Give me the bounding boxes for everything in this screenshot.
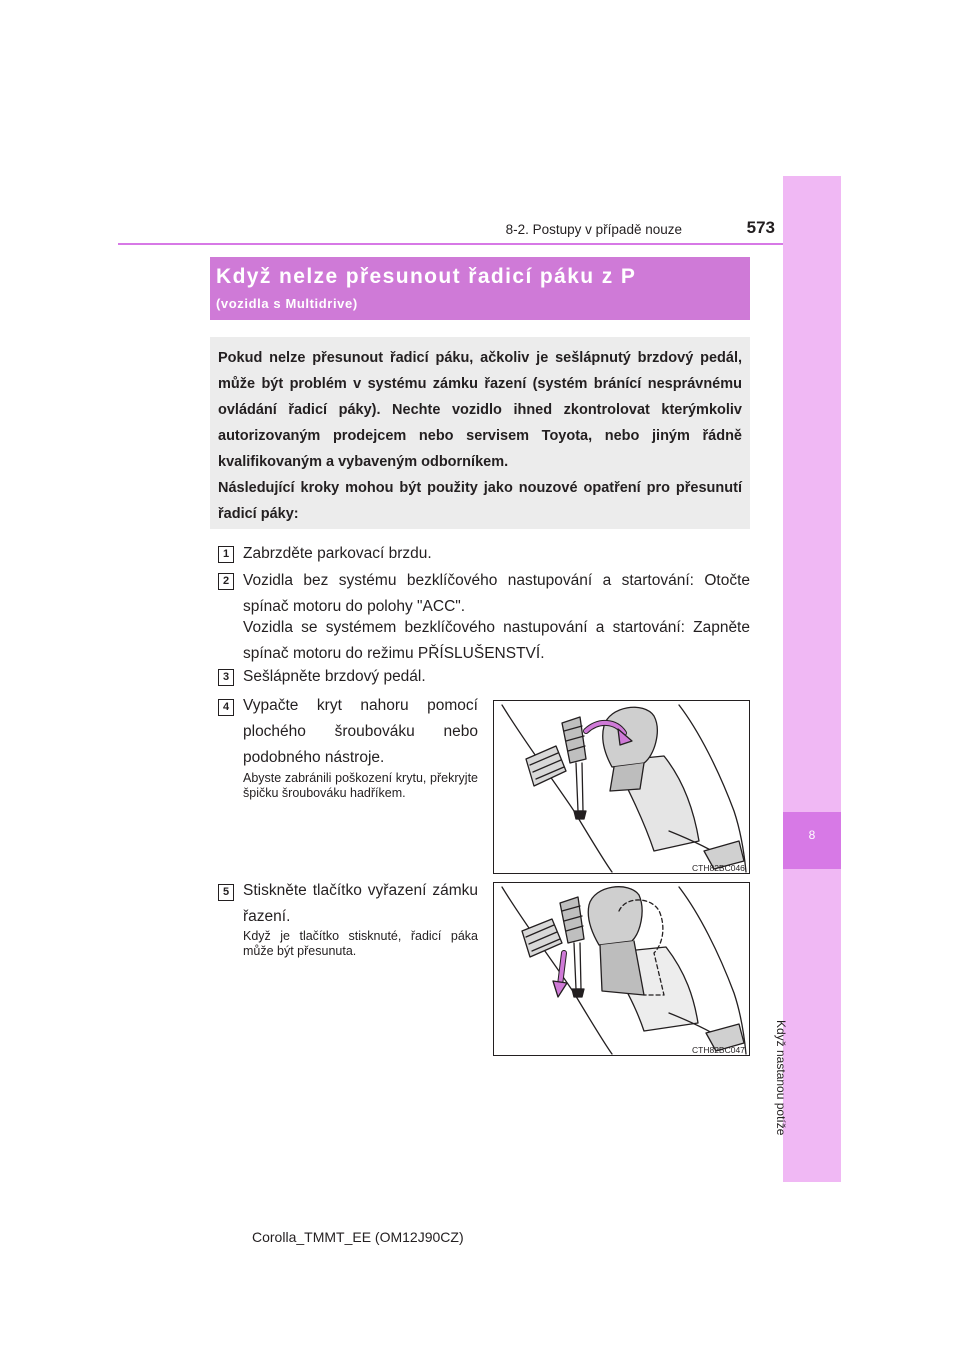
figure-code: CTH82BC046 <box>692 863 745 873</box>
step-number-badge: 2 <box>218 573 234 590</box>
figure-pry-cover <box>493 700 750 874</box>
section-title-bar <box>210 257 750 320</box>
step-text: Sešlápněte brzdový pedál. <box>243 668 426 685</box>
step-number-badge: 3 <box>218 669 234 686</box>
step-number-badge: 1 <box>218 546 234 563</box>
step-note: Abyste zabránili poškození krytu, překryjte špičku šroubováku hadříkem. <box>243 771 478 800</box>
step-number-badge: 5 <box>218 884 234 901</box>
screwdriver-prying-cover-illustration <box>494 701 749 873</box>
step-text: Vozidla bez systému bezklíčového nastupování a startování: Otočte spínač motoru do polohy "ACC". <box>243 572 750 615</box>
chapter-title-vertical <box>774 880 815 1136</box>
chapter-title: Když nastanou potíže <box>774 1020 788 1136</box>
step-note: Když je tlačítko stisknuté, řadicí páka může být přesunuta. <box>243 929 478 958</box>
screwdriver-pressing-release-button-illustration <box>494 883 749 1055</box>
intro-paragraph: Následující kroky mohou být použity jako nouzové opatření pro přesunutí řadicí páky: <box>218 480 742 522</box>
footer-model-code: Corolla_TMMT_EE (OM12J90CZ) <box>252 1229 464 1245</box>
header-section-title: 8-2. Postupy v případě nouze <box>505 222 682 237</box>
intro-paragraph: Pokud nelze přesunout řadicí páku, ačkoliv je sešlápnutý brzdový pedál, může být problém v systému zámku řazení (systém bránící nesprávnému ovládání řadicí páky). Nechte vozidlo ihned zkontrolovat kterýmkoliv autorizovaným prodejcem nebo servisem Toyota, nebo jiným řádně kvalifikovaným a vybaveným odborníkem. <box>218 350 742 470</box>
section-title: Když nelze přesunout řadicí páku z P <box>216 265 637 288</box>
step-text: Vypačte kryt nahoru pomocí plochého šroubováku nebo podobného nástroje. <box>243 697 478 766</box>
step-text: Zabrzděte parkovací brzdu. <box>243 545 432 562</box>
step-number-badge: 4 <box>218 699 234 716</box>
step-text-secondary: Vozidla se systémem bezklíčového nastupování a startování: Zapněte spínač motoru do režimu PŘÍSLUŠENSTVÍ. <box>243 619 750 662</box>
step-text: Stiskněte tlačítko vyřazení zámku řazení. <box>243 882 478 925</box>
chapter-number: 8 <box>808 828 816 842</box>
section-subtitle: (vozidla s Multidrive) <box>216 296 358 311</box>
figure-code: CTH82BC047 <box>692 1045 745 1055</box>
figure-press-release <box>493 882 750 1056</box>
page-number: 573 <box>746 218 775 237</box>
header-divider <box>118 243 783 245</box>
intro-box <box>210 337 750 529</box>
